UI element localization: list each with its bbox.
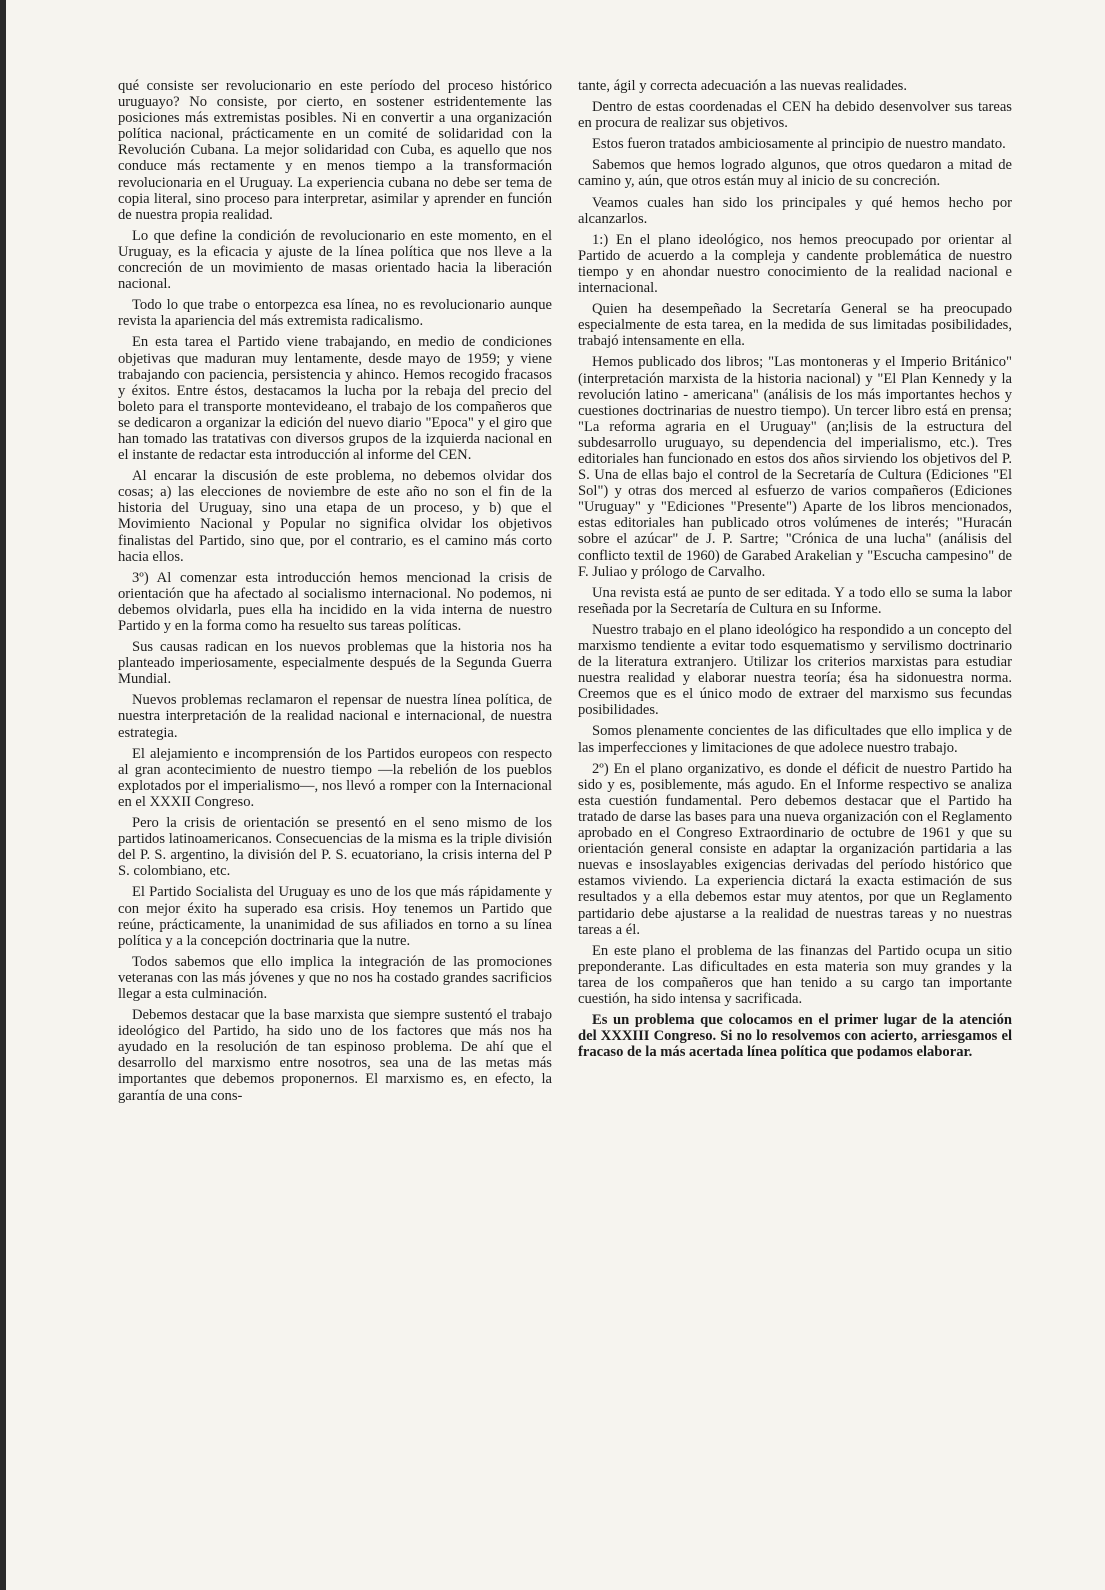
paragraph: tante, ágil y correcta adecuación a las nuevas realidades. [578,78,908,94]
paragraph: Sus causas radican en los nuevos problemas que la historia nos ha planteado imperiosamente, especialmente después de la Segunda Guerra Mundial. [118,639,552,688]
paragraph: Somos plenamente concientes de las dificultades que ello implica y de las imperfecciones y limitaciones de que adolece nuestro trabajo. [578,723,1012,756]
paragraph: Nuestro trabajo en el plano ideológico ha respondido a un concepto del marxismo tendiente a evitar todo esquematismo y servilismo doctrinario de la literatura extranjero. Utilizar los criterios marxistas para estudiar nuestra realidad y elaborar nuestra teoría; ésa ha sidonuestra norma. Creemos que es el único modo de extraer del marxismo sus fecundas posibilidades. [578,621,1012,719]
paragraph: Pero la crisis de orientación se presentó en el seno mismo de los partidos latinoamericanos. Consecuencias de la misma es la triple división del P. S. argentino, la división del P. S. ecuatoriano, la crisis interna del P S. colombiano, etc. [118,815,552,880]
left-column [118,78,552,1109]
paragraph: qué consiste ser revolucionario en este período del proceso histórico uruguayo? No consiste, por cierto, en sostener estridentemente las posiciones más extremistas posibles. Ni en convertir a una organización política nacional, prácticamente en un comité de solidaridad con la Revolución Cubana. La mejor solidaridad con Cuba, es aquello que nos conduce más rectamente y en menos tiempo a la transformación revolucionaria en el Uruguay. La experiencia cubana no debe ser tema de copia literal, sino proceso para interpretar, asimilar y aprender en función de nuestra propia realidad. [118,78,552,223]
paragraph: Nuevos problemas reclamaron el repensar de nuestra línea política, de nuestra interpretación de la realidad nacional e internacional, de nuestra estrategia. [118,692,552,741]
paragraph: Todos sabemos que ello implica la integración de las promociones veteranas con las más jóvenes y que no nos ha costado grandes sacrificios llegar a esta culminación. [118,953,552,1002]
paragraph: Es un problema que colocamos en el primer lugar de la atención del XXXIII Congreso. Si no lo resolvemos con acierto, arriesgamos el fracaso de la más acertada línea política que podamos elaborar. [578,1012,1012,1061]
paragraph: Hemos publicado dos libros; "Las montoneras y el Imperio Británico" (interpretación marxista de la historia nacional) y "El Plan Kennedy y la revolución latino - americana" (análisis de los más importantes hechos y cuestiones doctrinarias de nuestro tiempo). Un tercer libro está en prensa; "La reforma agraria en el Uruguay" (an;lisis de la estructura del subdesarrollo uruguayo, su dependencia del imperialismo, etc.). Tres editoriales han funcionado en estos dos años sirviendo los objetivos del P. S. Una de ellas bajo el control de la Secretaría de Cultura (Ediciones "El Sol") y otras dos merced al esfuerzo de varios compañeros (Ediciones "Uruguay" y "Ediciones "Presente") Aparte de los libros mencionados, estas editoriales han publicado otros volúmenes de interés; "Huracán sobre el azúcar" de J. P. Sartre; "Crónica de una lucha" (análisis del conflicto textil de 1960) de Garabed Arakelian y "Escucha campesino" de F. Juliao y prólogo de Carvalho. [578,354,1012,580]
paragraph: En esta tarea el Partido viene trabajando, en medio de condiciones objetivas que maduran muy lentamente, desde mayo de 1959; y viene trabajando con paciencia, persistencia y ahinco. Hemos recogido fracasos y éxitos. Entre éstos, destacamos la lucha por la rebaja del precio del boleto para el transporte montevideano, el trabajo de los compañeros que se dedicaron a organizar la edición del nuevo diario "Epoca" y el giro que han tomado las tratativas con diversos grupos de la izquierda nacional en el instante de redactar esta introducción al informe del CEN. [118,334,552,464]
scan-edge [0,0,6,1590]
paragraph: Estos fueron tratados ambiciosamente al principio de nuestro mandato. [592,136,1006,153]
right-column [578,78,1012,1065]
paragraph: Veamos cuales han sido los principales y qué hemos hecho por alcanzarlos. [578,194,1012,227]
paragraph: Todo lo que trabe o entorpezca esa línea, no es revolucionario aunque revista la apariencia del más extremista radicalismo. [118,297,552,330]
paragraph: Debemos destacar que la base marxista que siempre sustentó el trabajo ideológico del Partido, ha sido uno de los factores que más nos ha ayudado en la resolución de tan espinoso problema. De ahí que el desarrollo del marxismo entre nosotros, sea una de las metas más importantes que debemos proponernos. El marxismo es, en efecto, la garantía de una cons- [118,1007,552,1104]
paragraph: Lo que define la condición de revolucionario en este momento, en el Uruguay, es la eficacia y ajuste de la línea política que nos lleve a la concreción de un movimiento de masas orientado hacia la liberación nacional. [118,227,552,293]
paragraph: El alejamiento e incomprensión de los Partidos europeos con respecto al gran acontecimiento de nuestro tiempo —la rebelión de los pueblos explotados por el imperialismo—, nos llevó a romper con la Internacional en el XXXII Congreso. [118,745,552,810]
paragraph: 1:) En el plano ideológico, nos hemos preocupado por orientar al Partido de acuerdo a la compleja y candente problemática de nuestro tiempo y en ahondar nuestro conocimiento de la realidad nacional e internacional. [578,231,1012,297]
paragraph: En este plano el problema de las finanzas del Partido ocupa un sitio preponderante. Las dificultades en esta materia son muy grandes y la tarea de los compañeros que han tenido a su cargo tan importante cuestión, ha sido intensa y sacrificada. [578,942,1012,1007]
paragraph: El Partido Socialista del Uruguay es uno de los que más rápidamente y con mejor éxito ha superado esa crisis. Hoy tenemos un Partido que reúne, prácticamente, la unanimidad de sus afiliados en torno a su línea política y a la concepción doctrinaria que la nutre. [118,884,552,949]
paragraph: Dentro de estas coordenadas el CEN ha debido desenvolver sus tareas en procura de realizar sus objetivos. [578,99,1012,132]
paragraph: Quien ha desempeñado la Secretaría General se ha preocupado especialmente de esta tarea, en la medida de sus limitadas posibilidades, trabajó intensamente en ella. [578,301,1012,350]
paragraph: Al encarar la discusión de este problema, no debemos olvidar dos cosas; a) las elecciones de noviembre de este año no son el fin de la historia del Uruguay, sino una etapa de un proceso, y b) que el Movimiento Nacional y Popular no significa olvidar los objetivos finalistas del Partido, sino que, por el contrario, es el camino más corto hacia ellos. [118,468,552,565]
paragraph: Sabemos que hemos logrado algunos, que otros quedaron a mitad de camino y, aún, que otros están muy al inicio de su concreción. [578,157,1012,190]
paragraph: Una revista está ae punto de ser editada. Y a todo ello se suma la labor reseñada por la Secretaría de Cultura en su Informe. [578,584,1012,617]
paragraph: 3º) Al comenzar esta introducción hemos mencionad la crisis de orientación que ha afectado al socialismo internacional. No podemos, ni debemos olvidarla, pues ella ha incidido en la vida interna de nuestro Partido y en la forma como ha resuelto sus tareas políticas. [118,569,552,634]
paragraph: 2º) En el plano organizativo, es donde el déficit de nuestro Partido ha sido y es, posiblemente, más agudo. En el Informe respectivo se analiza esta cuestión fundamental. Pero debemos destacar que el Partido ha tratado de darse las bases para una nueva organización con el Reglamento aprobado en el Congreso Extraordinario de octubre de 1961 y que su orientación general consiste en adaptar la organización partidaria a las nuevas e insoslayables exigencias derivadas del período histórico que estamos viviendo. La experiencia dictará la exacta estimación de sus resultados y a ella debemos estar muy atentos, por que un Reglamento partidario debe ajustarse a la realidad de nuestras tareas y no nuestras tareas a él. [578,760,1012,938]
